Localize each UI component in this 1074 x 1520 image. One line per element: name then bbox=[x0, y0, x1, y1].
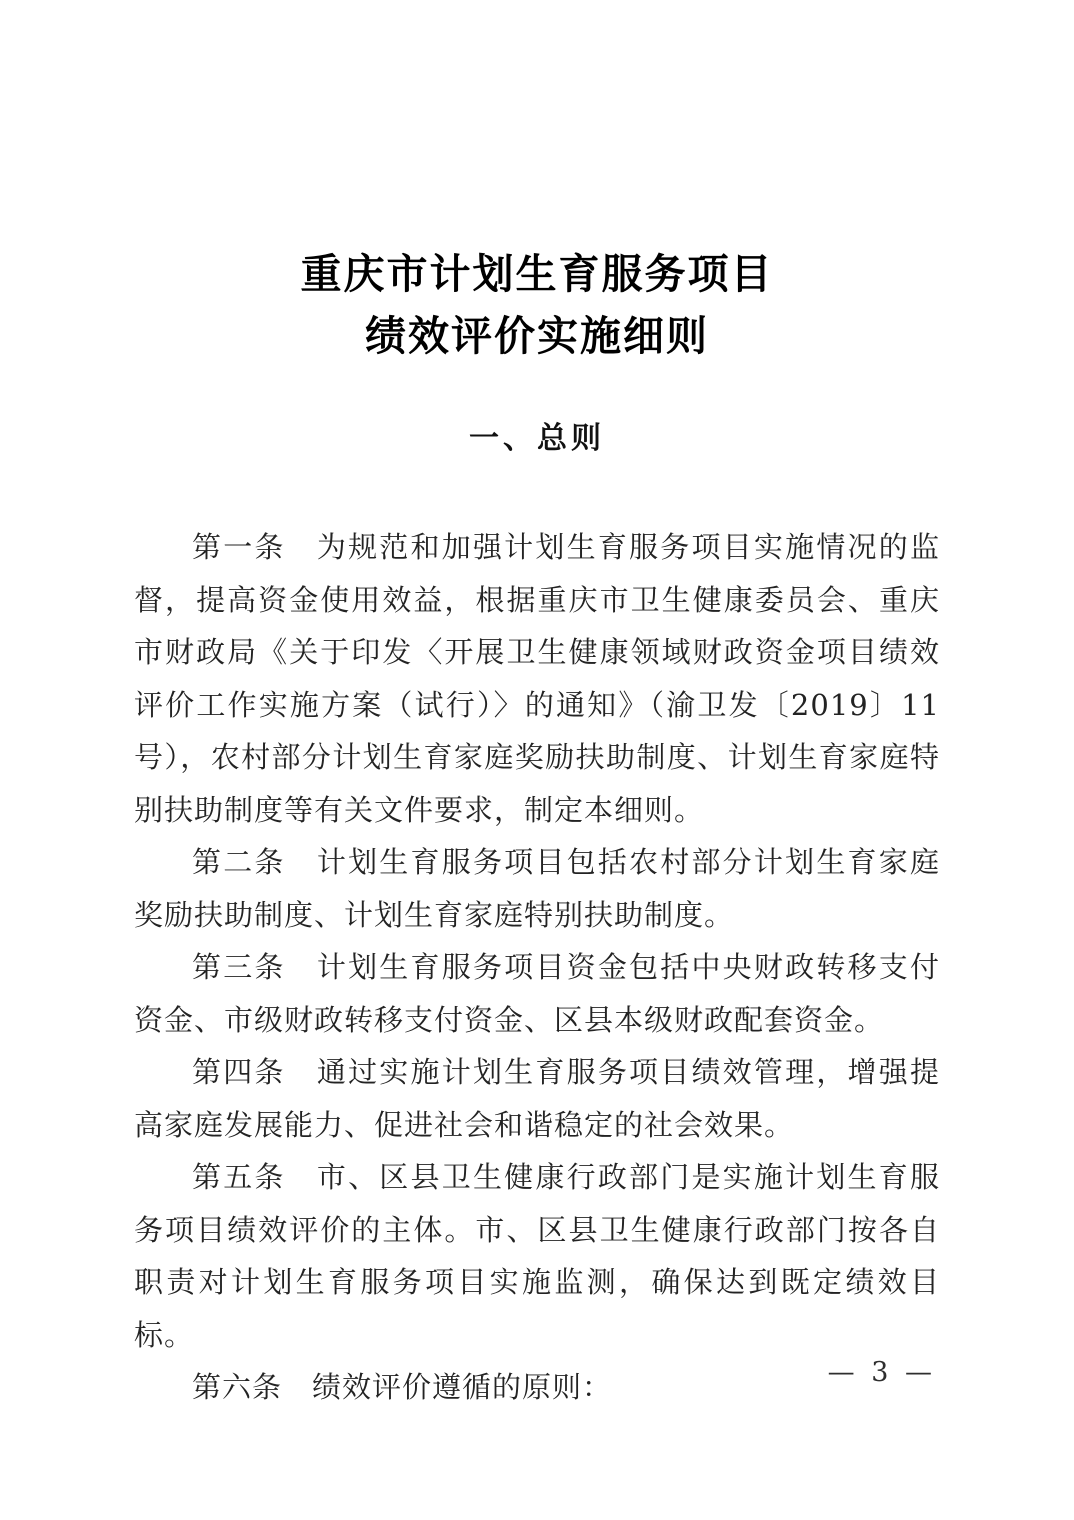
paragraph: 第三条 计划生育服务项目资金包括中央财政转移支付资金、市级财政转移支付资金、区县本级财政配套资金。 bbox=[134, 950, 940, 1037]
paragraph: 第四条 通过实施计划生育服务项目绩效管理，增强提高家庭发展能力、促进社会和谐稳定的社会效果。 bbox=[134, 1055, 940, 1142]
paragraph: 第二条 计划生育服务项目包括农村部分计划生育家庭奖励扶助制度、计划生育家庭特别扶助制度。 bbox=[134, 845, 940, 932]
title-line-1: 重庆市计划生育服务项目 bbox=[300, 250, 774, 298]
paragraph: 第一条 为规范和加强计划生育服务项目实施情况的监督，提高资金使用效益，根据重庆市卫生健康委员会、重庆市财政局《关于印发〈开展卫生健康领域财政资金项目绩效评价工作实施方案（试行）〉的通知》（渝卫发〔2019〕11 号），农村部分计划生育家庭奖励扶助制度、计划生育家庭特别扶助制度等有关文件要求，制定本细则。 bbox=[134, 530, 940, 827]
title-line-2: 绩效评价实施细则 bbox=[365, 312, 709, 360]
paragraph: 第五条 市、区县卫生健康行政部门是实施计划生育服务项目绩效评价的主体。市、区县卫生健康行政部门按各自职责对计划生育服务项目实施监测，确保达到既定绩效目标。 bbox=[134, 1160, 940, 1352]
section-heading: 一、总则 bbox=[469, 421, 605, 456]
page-number: — 3 — bbox=[827, 1357, 936, 1388]
document-title bbox=[0, 243, 1074, 367]
paragraph: 第六条 绩效评价遵循的原则： bbox=[192, 1370, 613, 1404]
document-body bbox=[134, 521, 940, 1414]
